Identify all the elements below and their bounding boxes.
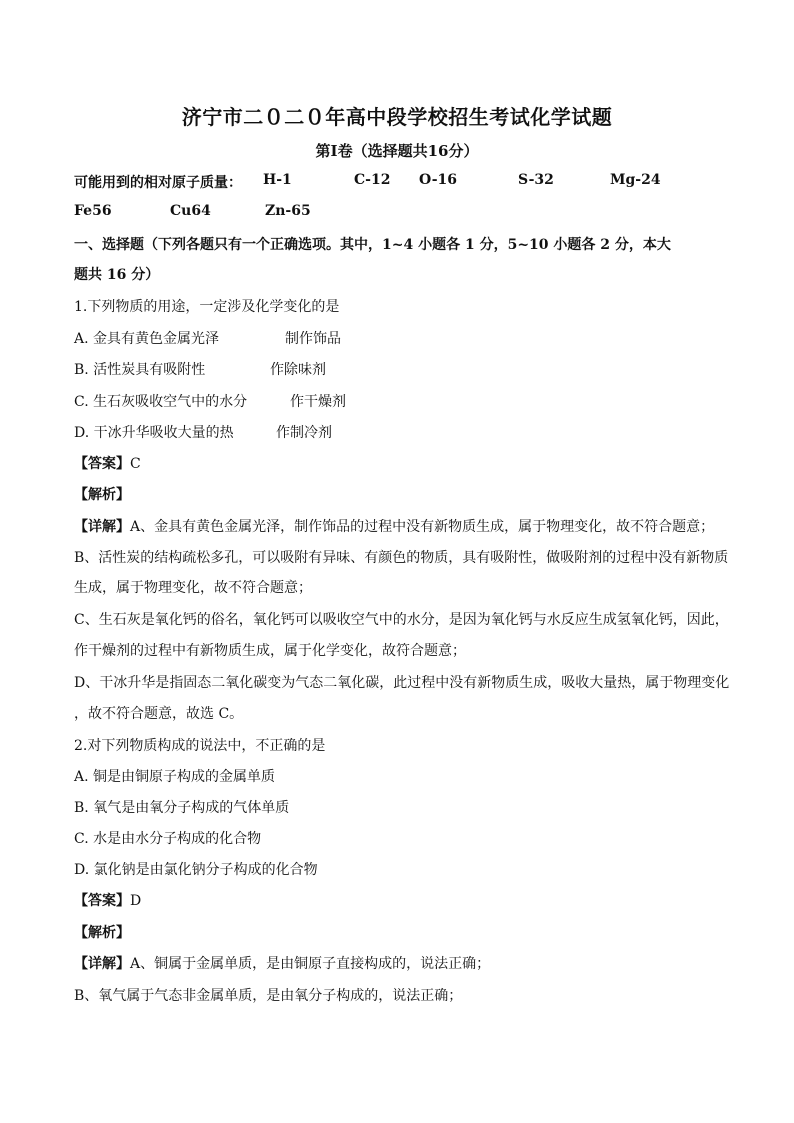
q1-detail-line: ，故不符合题意，故选 C。 — [74, 706, 244, 722]
q1-option-b: B. 活性炭具有吸附性 — [74, 362, 206, 378]
atomic-mass-label: 可能用到的相对原子质量： — [74, 175, 242, 191]
q2-detail-line: B、氧气属于气态非金属单质，是由氧分子构成的，说法正确； — [74, 988, 463, 1004]
question-1-stem: 1.下列物质的用途，一定涉及化学变化的是 — [74, 299, 340, 315]
q2-option-d: D. 氯化钠是由氯化钠分子构成的化合物 — [74, 862, 318, 878]
q1-option-d-use: 作制冷剂 — [276, 425, 332, 441]
section-heading: 一、选择题（下列各题只有一个正确选项。其中，1~4 小题各 1 分，5~10 小题各 2 分，本大 — [74, 237, 671, 253]
answer-tag: 【答案】 — [74, 893, 130, 909]
atomic-mass-item: Cu64 — [170, 203, 211, 219]
q2-option-a: A. 铜是由铜原子构成的金属单质 — [74, 769, 276, 785]
q1-detail-line: B、活性炭的结构疏松多孔，可以吸附有异味、有颜色的物质，具有吸附性，做吸附剂的过程中没有新物质 — [74, 550, 729, 566]
q1-option-d: D. 干冰升华吸收大量的热 — [74, 425, 234, 441]
q1-answer — [74, 453, 141, 473]
q1-detail-line — [74, 516, 714, 536]
detail-text: A、铜属于金属单质，是由铜原子直接构成的，说法正确； — [130, 956, 491, 972]
atomic-mass-item: Mg-24 — [610, 172, 661, 188]
question-2-stem: 2.对下列物质构成的说法中，不正确的是 — [74, 738, 326, 754]
detail-tag: 【详解】 — [74, 519, 130, 535]
q1-option-c-use: 作干燥剂 — [290, 394, 346, 410]
detail-tag: 【详解】 — [74, 956, 130, 972]
q1-detail-line: 生成，属于物理变化，故不符合题意； — [74, 580, 312, 596]
q1-option-b-use: 作除味剂 — [270, 362, 326, 378]
q2-option-c: C. 水是由水分子构成的化合物 — [74, 831, 262, 847]
exam-subtitle: 第Ⅰ卷（选择题共16分） — [315, 142, 479, 160]
q2-answer — [74, 890, 141, 910]
q1-detail-line: C、生石灰是氧化钙的俗名，氧化钙可以吸收空气中的水分，是因为氧化钙与水反应生成氢氧化钙，因此， — [74, 612, 729, 628]
section-heading-cont: 题共 16 分） — [74, 267, 160, 283]
q1-option-a-use: 制作饰品 — [285, 331, 341, 347]
atomic-mass-item: Zn-65 — [265, 203, 311, 219]
q1-analysis-tag: 【解析】 — [74, 487, 130, 503]
answer-tag: 【答案】 — [74, 456, 130, 472]
answer-value: C — [130, 456, 141, 472]
q1-option-a: A. 金具有黄色金属光泽 — [74, 331, 220, 347]
q1-detail-line: 作干燥剂的过程中有新物质生成，属于化学变化，故符合题意； — [74, 643, 466, 659]
atomic-mass-item: S-32 — [518, 172, 554, 188]
q2-option-b: B. 氧气是由氧分子构成的气体单质 — [74, 800, 290, 816]
atomic-mass-item: Fe56 — [74, 203, 112, 219]
atomic-mass-item: O-16 — [419, 172, 458, 188]
answer-value: D — [130, 893, 142, 909]
exam-title: 济宁市二０二０年高中段学校招生考试化学试题 — [181, 105, 613, 129]
q1-detail-line: D、干冰升华是指固态二氧化碳变为气态二氧化碳，此过程中没有新物质生成，吸收大量热，属于物理变化 — [74, 675, 730, 691]
detail-text: A、金具有黄色金属光泽，制作饰品的过程中没有新物质生成，属于物理变化，故不符合题意； — [130, 519, 715, 535]
q2-detail-line — [74, 953, 490, 973]
atomic-mass-item: H-1 — [263, 172, 292, 188]
atomic-mass-item: C-12 — [354, 172, 391, 188]
q2-analysis-tag: 【解析】 — [74, 925, 130, 941]
q1-option-c: C. 生石灰吸收空气中的水分 — [74, 394, 248, 410]
